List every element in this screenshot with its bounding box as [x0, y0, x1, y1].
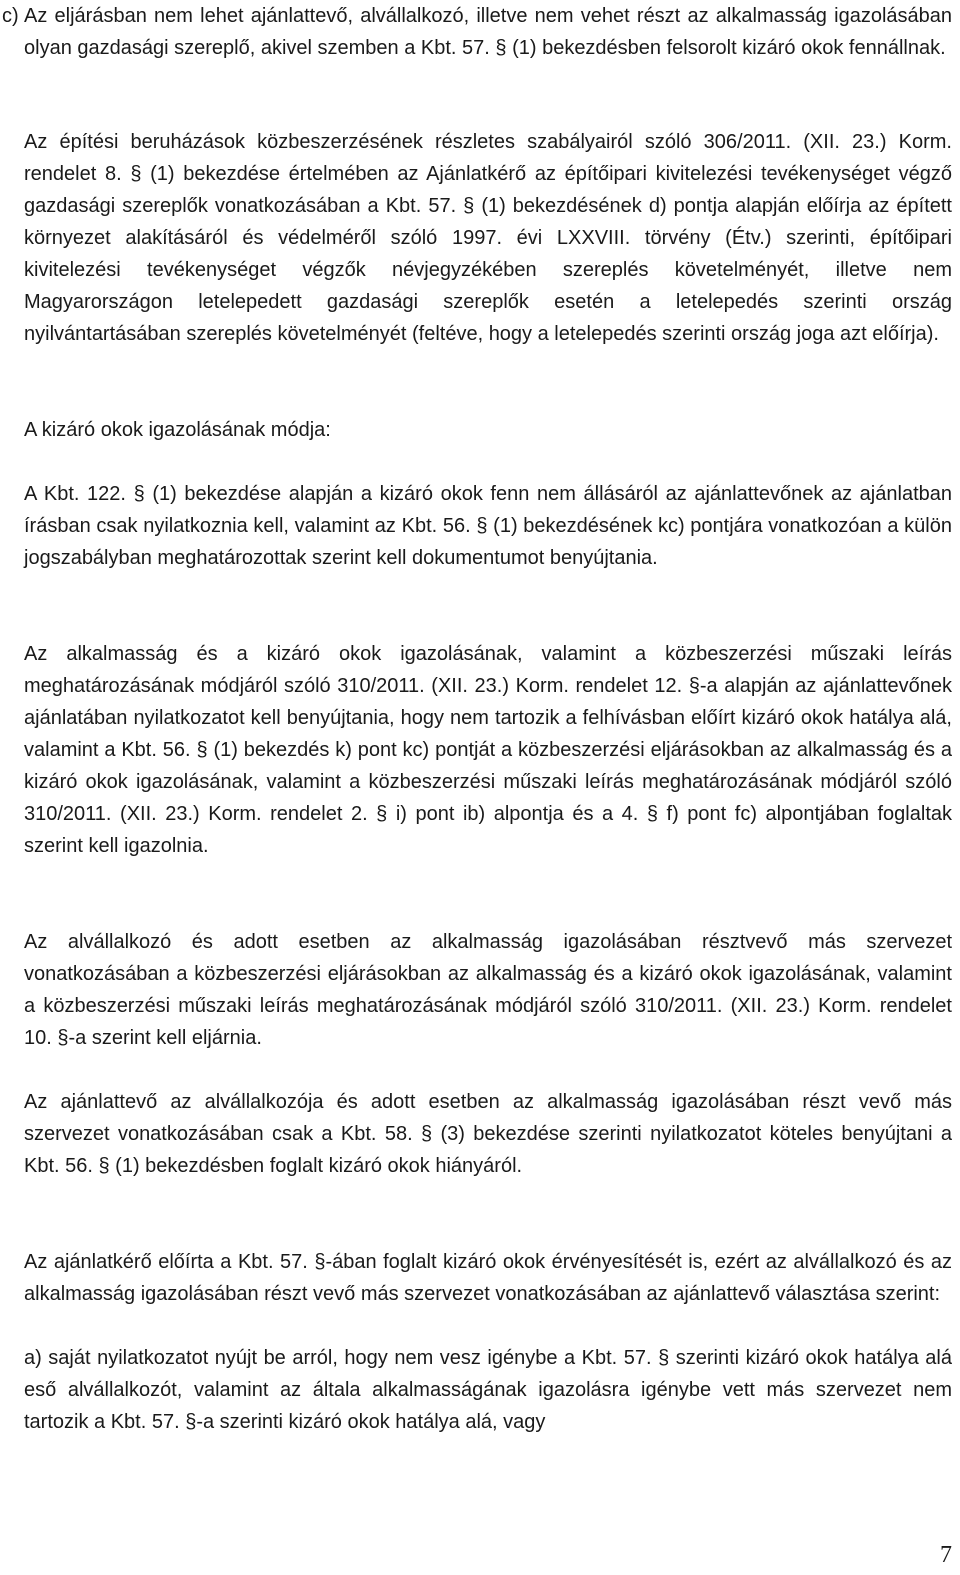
paragraph-epitesi: Az építési beruházások közbeszerzésének részletes szabályairól szóló 306/2011. (XII. 23.) Korm. rendelet 8. § (1) bekezdése értelmében az Ajánlatkérő az építőipari kivitelezési tevékenységet végző gazdasági szereplők vonatkozásában a Kbt. 57. § (1) bekezdésének d) pontja alapján előírja az épített környezet alakításáról és védelméről szóló 1997. évi LXXVIII. törvény (Étv.) szerinti, építőipari kivitelezési tevékenységet végzők névjegyzékében szereplés követelményét, illetve nem Magyarországon letelepedett gazdasági szereplők esetén a letelepedés szerinti ország nyilvántartásában szereplés követelményét (feltéve, hogy a letelepedés szerinti ország joga azt előírja). — [24, 131, 952, 345]
paragraph-alkalmassag: Az alkalmasság és a kizáró okok igazolásának, valamint a közbeszerzési műszaki leírás meghatározásának módjáról szóló 310/2011. (XII. 23.) Korm. rendelet 12. §-a alapján az ajánlattevőnek ajánlatában nyilatkozatot kell benyújtania, hogy nem tartozik a felhívásban előírt kizáró okok hatálya alá, valamint a Kbt. 56. § (1) bekezdés k) pont kc) pontját a közbeszerzési eljárásokban az alkalmasság és a kizáró okok igazolásának, valamint a közbeszerzési műszaki leírás meghatározásának módjáról szóló 310/2011. (XII. 23.) Korm. rendelet 2. § i) pont ib) alpontja és a 4. § f) pont fc) alpontjában foglaltak szerint kell igazolnia. — [24, 643, 952, 857]
item-c-marker: c) — [2, 5, 19, 27]
paragraph-ajanlattevo: Az ajánlattevő az alvállalkozója és adott esetben az alkalmasság igazolásában részt vevő más szervezet vonatkozásában csak a Kbt. 58. § (3) bekezdése szerinti nyilatkozatot köteles benyújtani a Kbt. 56. § (1) bekezdésben foglalt kizáró okok hiányáról. — [24, 1091, 952, 1177]
item-c-text: Az eljárásban nem lehet ajánlattevő, alvállalkozó, illetve nem vehet részt az alkalmasság igazolásában olyan gazdasági szereplő, akivel szemben a Kbt. 57. § (1) bekezdésben felsorolt kizáró okok fennállnak. — [24, 5, 952, 59]
paragraph-ajanlatkero: Az ajánlatkérő előírta a Kbt. 57. §-ában foglalt kizáró okok érvényesítését is, ezért az alvállalkozó és az alkalmasság igazolásában részt vevő más szervezet vonatkozásában az ajánlattevő választása szerint: — [24, 1251, 952, 1305]
paragraph-kbt122: A Kbt. 122. § (1) bekezdése alapján a kizáró okok fenn nem állásáról az ajánlattevőnek az ajánlatban írásban csak nyilatkoznia kell, valamint az Kbt. 56. § (1) bekezdésének kc) pontjára vonatkozóan a külön jogszabályban meghatározottak szerint kell dokumentumot benyújtania. — [24, 483, 952, 569]
item-c — [2, 0, 952, 64]
paragraph-alvallalkozo: Az alvállalkozó és adott esetben az alkalmasság igazolásában résztvevő más szervezet vonatkozásában a közbeszerzési eljárásokban az alkalmasság és a kizáró okok igazolásának, valamint a közbeszerzési műszaki leírás meghatározásának módjáról szóló 310/2011. (XII. 23.) Korm. rendelet 10. §-a szerint kell eljárnia. — [24, 931, 952, 1049]
paragraph-sajat-nyilatkozat: a) saját nyilatkozatot nyújt be arról, hogy nem vesz igénybe a Kbt. 57. § szerinti kizáró okok hatálya alá eső alvállalkozót, valamint az általa alkalmasságának igazolásra igénybe vett más szervezet nem tartozik a Kbt. 57. §-a szerinti kizáró okok hatálya alá, vagy — [24, 1347, 952, 1433]
section-heading: A kizáró okok igazolásának módja: — [24, 419, 331, 441]
page-number: 7 — [940, 1542, 952, 1568]
